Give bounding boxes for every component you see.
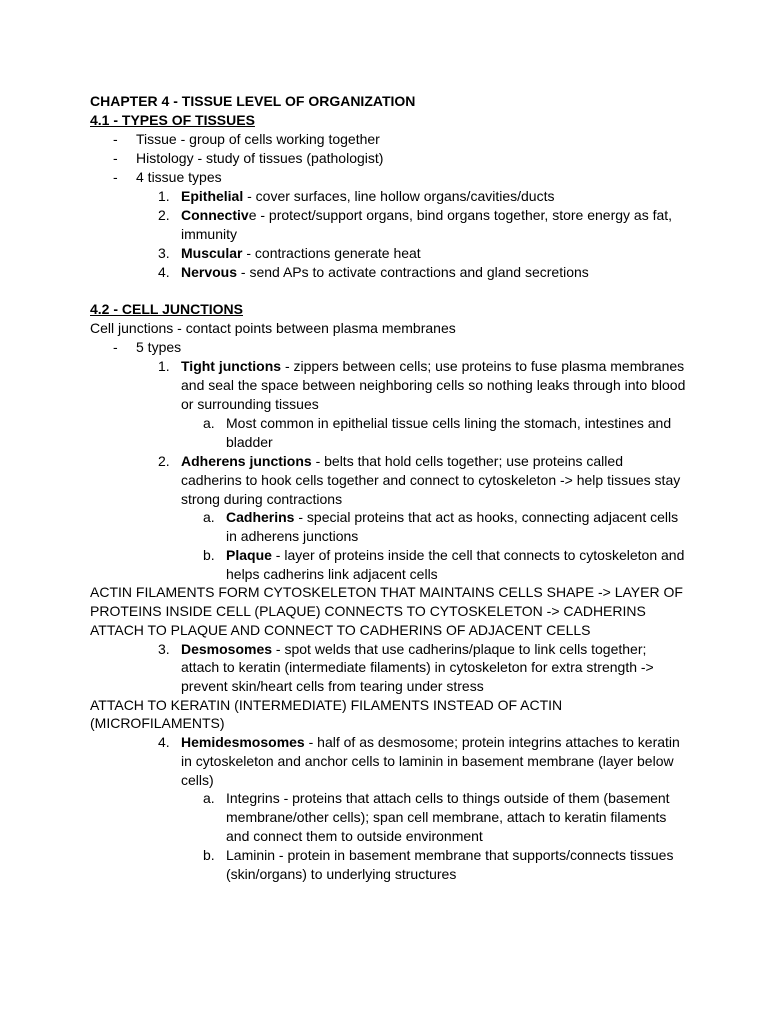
- list-item: [181, 187, 554, 206]
- sub-list-continuation: in adherens junctions: [226, 528, 359, 544]
- list-item-continuation: cells): [181, 772, 214, 788]
- list-number: 3.: [158, 641, 170, 657]
- definition: - send APs to activate contractions and gland secretions: [237, 264, 589, 280]
- term: Epithelial: [181, 188, 244, 204]
- term: Adherens junctions: [181, 453, 312, 469]
- list-number: 4.: [158, 734, 170, 750]
- list-item-continuation: in cytoskeleton and anchor cells to laminin in basement membrane (layer below: [181, 753, 674, 769]
- term: Plaque: [226, 547, 272, 563]
- list-item: [181, 244, 421, 263]
- list-item: [181, 263, 589, 282]
- list-item-continuation: immunity: [181, 226, 238, 242]
- sub-list-item: Laminin - protein in basement membrane that supports/connects tissues: [226, 847, 674, 863]
- definition: - belts that hold cells together; use proteins called: [311, 453, 623, 469]
- sub-list-continuation: (skin/organs) to underlying structures: [226, 866, 457, 882]
- sub-list-continuation: bladder: [226, 434, 273, 450]
- list-item: [181, 357, 684, 376]
- term: Hemidesmosomes: [181, 734, 305, 750]
- sub-list-letter: a.: [203, 415, 215, 431]
- sub-list-letter: b.: [203, 847, 215, 863]
- list-item: Tissue - group of cells working together: [136, 131, 380, 147]
- list-number: 1.: [158, 358, 170, 374]
- caps-note-line: ATTACH TO KERATIN (INTERMEDIATE) FILAMENTS INSTEAD OF ACTIN: [90, 697, 563, 713]
- chapter-title: CHAPTER 4 - TISSUE LEVEL OF ORGANIZATION: [90, 93, 416, 109]
- bullet-dash: -: [113, 339, 118, 355]
- list-number: 3.: [158, 245, 170, 261]
- term: Desmosomes: [181, 641, 273, 657]
- section-heading-4-1: 4.1 - TYPES OF TISSUES: [90, 112, 255, 128]
- list-number: 2.: [158, 453, 170, 469]
- sub-list-continuation: and connect them to outside environment: [226, 828, 483, 844]
- bullet-dash: -: [113, 150, 118, 166]
- list-item: [181, 640, 646, 659]
- term: Nervous: [181, 264, 238, 280]
- term: Cadherins: [226, 509, 295, 525]
- list-item: Histology - study of tissues (pathologist): [136, 150, 384, 166]
- sub-list-letter: b.: [203, 547, 215, 563]
- section-heading-4-2: 4.2 - CELL JUNCTIONS: [90, 301, 243, 317]
- definition: - zippers between cells; use proteins to fuse plasma membranes: [281, 358, 685, 374]
- term: Muscular: [181, 245, 243, 261]
- list-item-continuation: attach to keratin (intermediate filaments) in cytoskeleton for extra strength ->: [181, 659, 654, 675]
- caps-note-line: PROTEINS INSIDE CELL (PLAQUE) CONNECTS TO CYTOSKELETON -> CADHERINS: [90, 603, 646, 619]
- sub-list-letter: a.: [203, 509, 215, 525]
- list-item: 4 tissue types: [136, 169, 222, 185]
- list-item-continuation: and seal the space between neighboring cells so nothing leaks through into blood: [181, 377, 686, 393]
- term: Tight junctions: [181, 358, 282, 374]
- sub-list-continuation: helps cadherins link adjacent cells: [226, 566, 438, 582]
- definition: - half of as desmosome; protein integrins attaches to keratin: [304, 734, 680, 750]
- list-item-continuation: strong during contractions: [181, 491, 343, 507]
- sub-list-item: [226, 546, 684, 565]
- definition: - layer of proteins inside the cell that connects to cytoskeleton and: [271, 547, 685, 563]
- list-item: 5 types: [136, 339, 182, 355]
- list-item: [181, 206, 672, 225]
- sub-list-continuation: membrane/other cells); span cell membrane, attach to keratin filaments: [226, 809, 667, 825]
- sub-list-letter: a.: [203, 790, 215, 806]
- list-item-continuation: prevent skin/heart cells from tearing under stress: [181, 678, 484, 694]
- term: Connectiv: [181, 207, 249, 223]
- list-item-continuation: cadherins to hook cells together and connect to cytoskeleton -> help tissues stay: [181, 472, 681, 488]
- definition: - cover surfaces, line hollow organs/cavities/ducts: [243, 188, 555, 204]
- list-number: 4.: [158, 264, 170, 280]
- list-item: [181, 452, 623, 471]
- caps-note-line: ATTACH TO PLAQUE AND CONNECT TO CADHERINS OF ADJACENT CELLS: [90, 622, 591, 638]
- definition: - spot welds that use cadherins/plaque to link cells together;: [272, 641, 647, 657]
- list-number: 1.: [158, 188, 170, 204]
- sub-list-item: [226, 508, 678, 527]
- list-item-continuation: or surrounding tissues: [181, 396, 319, 412]
- caps-note-line: ACTIN FILAMENTS FORM CYTOSKELETON THAT MAINTAINS CELLS SHAPE -> LAYER OF: [90, 584, 683, 600]
- bullet-dash: -: [113, 169, 118, 185]
- definition: e - protect/support organs, bind organs together, store energy as fat,: [248, 207, 673, 223]
- bullet-dash: -: [113, 131, 118, 147]
- sub-list-item: Integrins - proteins that attach cells to things outside of them (basement: [226, 790, 670, 806]
- definition: - special proteins that act as hooks, connecting adjacent cells: [294, 509, 679, 525]
- caps-note-line: (MICROFILAMENTS): [90, 715, 225, 731]
- definition: - contractions generate heat: [242, 245, 421, 261]
- list-item: [181, 733, 680, 752]
- paragraph: Cell junctions - contact points between plasma membranes: [90, 320, 456, 336]
- list-number: 2.: [158, 207, 170, 223]
- sub-list-item: Most common in epithelial tissue cells lining the stomach, intestines and: [226, 415, 672, 431]
